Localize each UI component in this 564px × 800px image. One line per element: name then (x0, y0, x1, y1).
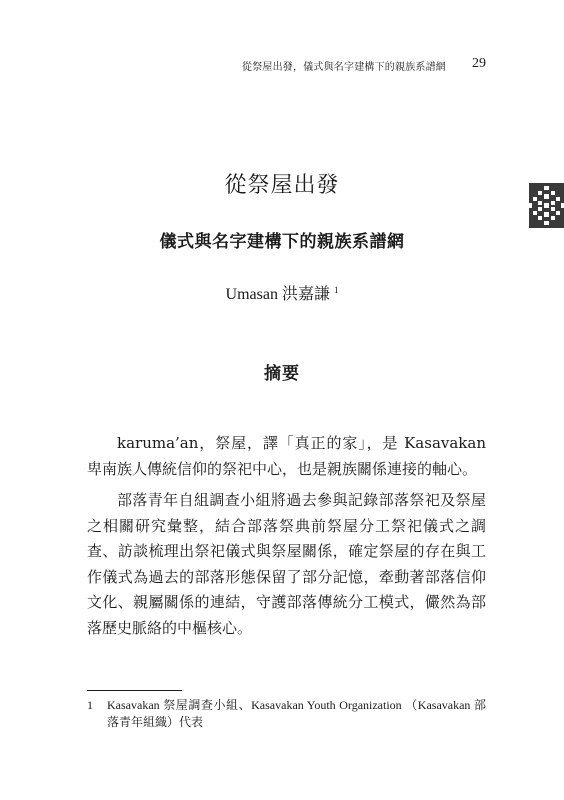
page-number: 29 (472, 56, 486, 71)
footnote-text: Kasavakan 祭屋調查小組、Kasavakan Youth Organization （Kasavakan 部落青年組織）代表 (107, 698, 486, 729)
footnote (87, 697, 486, 731)
article-subtitle: 儀式與名字建構下的親族系譜網 (159, 232, 405, 252)
footnote-divider (87, 690, 182, 691)
running-title: 從祭屋出發，儀式與名字建構下的親族系譜網 (242, 62, 446, 73)
footnote-mark: 1 (333, 284, 339, 295)
abstract-paragraph: 部落青年自組調查小組將過去參與記錄部落祭祀及祭屋之相關研究彙整，結合部落祭典前祭屋分工祭祀儀式之調查、訪談梳理出祭祀儀式與祭屋關係，確定祭屋的存在與工作儀式為過去的部落形態保留了部分記憶，牽動著部落信仰文化、親屬關係的連結，守護部落傳統分工模式，儼然為部落歷史脈絡的中樞核心。 (87, 491, 486, 637)
footnote-number: 1 (87, 698, 93, 712)
running-header (0, 56, 564, 76)
author-line (0, 281, 564, 304)
abstract-paragraph: karuma’an，祭屋，譯「真正的家」，是 Kasavakan 卑南族人傳統信仰的祭祀中心，也是親族關係連接的軸心。 (87, 434, 486, 478)
author-name: Umasan 洪嘉謙 (225, 286, 330, 303)
abstract-heading: 摘要 (264, 364, 300, 384)
article-title: 從祭屋出發 (224, 173, 340, 198)
